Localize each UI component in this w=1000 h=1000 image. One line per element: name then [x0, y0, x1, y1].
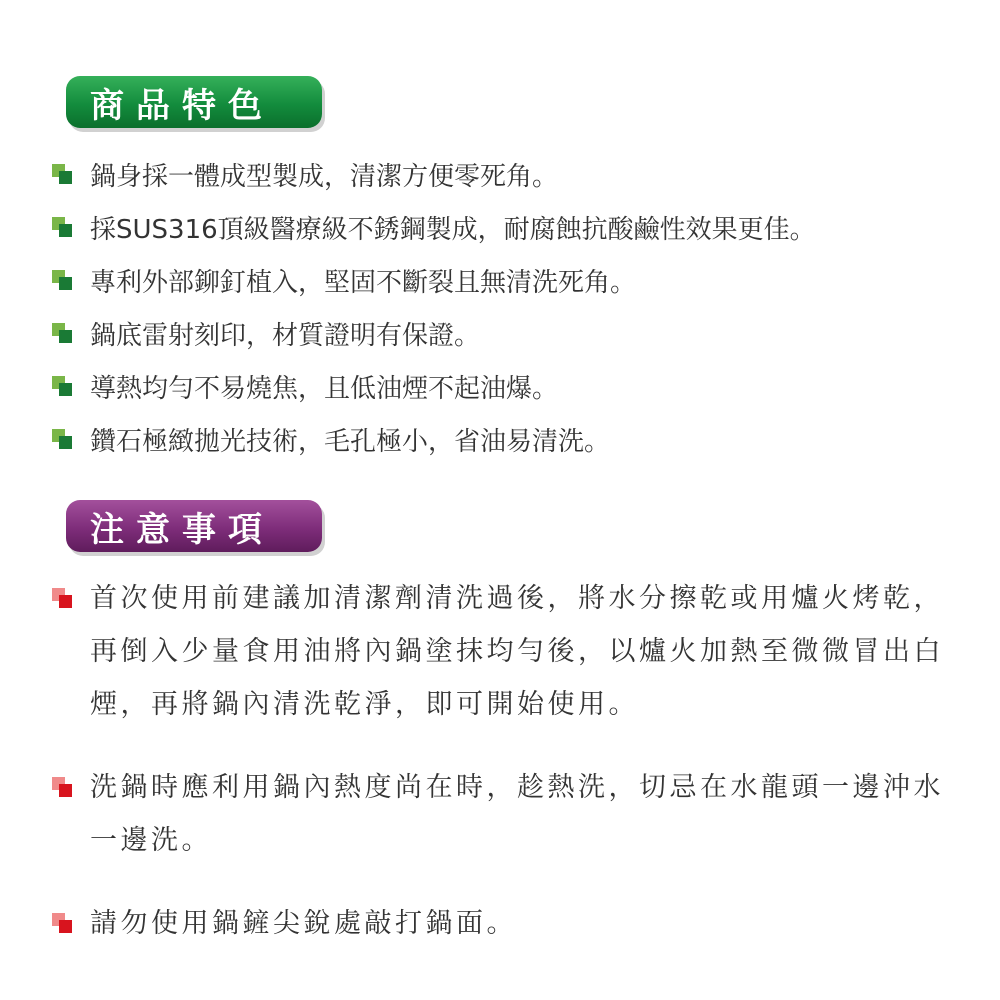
notes-title-badge	[66, 500, 322, 552]
red-square-bullet-icon	[52, 588, 74, 610]
green-square-bullet-icon	[52, 429, 74, 451]
green-square-bullet-icon	[52, 376, 74, 398]
feature-text: 鑽石極緻拋光技術，毛孔極小，省油易清洗。	[90, 427, 611, 457]
notes-list	[52, 572, 962, 950]
note-item	[52, 761, 962, 867]
feature-item	[52, 254, 952, 307]
green-square-bullet-icon	[52, 270, 74, 292]
features-title: 商品特色	[90, 85, 274, 126]
features-list	[52, 148, 952, 466]
feature-item	[52, 360, 952, 413]
note-text: 請勿使用鍋鏟尖銳處敲打鍋面。	[90, 908, 517, 939]
feature-item	[52, 148, 952, 201]
red-square-bullet-icon	[52, 777, 74, 799]
note-text: 首次使用前建議加清潔劑清洗過後，將水分擦乾或用爐火烤乾，再倒入少量食用油將內鍋塗抹均勻後，以爐火加熱至微微冒出白煙，再將鍋內清洗乾淨，即可開始使用。	[90, 583, 944, 720]
feature-text: 鍋底雷射刻印，材質證明有保證。	[90, 321, 481, 351]
feature-text: 專利外部鉚釘植入，堅固不斷裂且無清洗死角。	[90, 268, 637, 298]
feature-item	[52, 201, 952, 254]
note-item	[52, 572, 962, 731]
feature-text: 採SUS316頂級醫療級不銹鋼製成，耐腐蝕抗酸鹼性效果更佳。	[90, 215, 816, 245]
feature-item	[52, 413, 952, 466]
feature-text: 導熱均勻不易燒焦，且低油煙不起油爆。	[90, 374, 559, 404]
note-text: 洗鍋時應利用鍋內熱度尚在時，趁熱洗，切忌在水龍頭一邊沖水一邊洗。	[90, 772, 944, 856]
notes-title: 注意事項	[90, 509, 274, 550]
features-title-badge	[66, 76, 322, 128]
note-item	[52, 897, 962, 950]
red-square-bullet-icon	[52, 913, 74, 935]
feature-item	[52, 307, 952, 360]
green-square-bullet-icon	[52, 217, 74, 239]
green-square-bullet-icon	[52, 323, 74, 345]
green-square-bullet-icon	[52, 164, 74, 186]
feature-text: 鍋身採一體成型製成，清潔方便零死角。	[90, 162, 559, 192]
